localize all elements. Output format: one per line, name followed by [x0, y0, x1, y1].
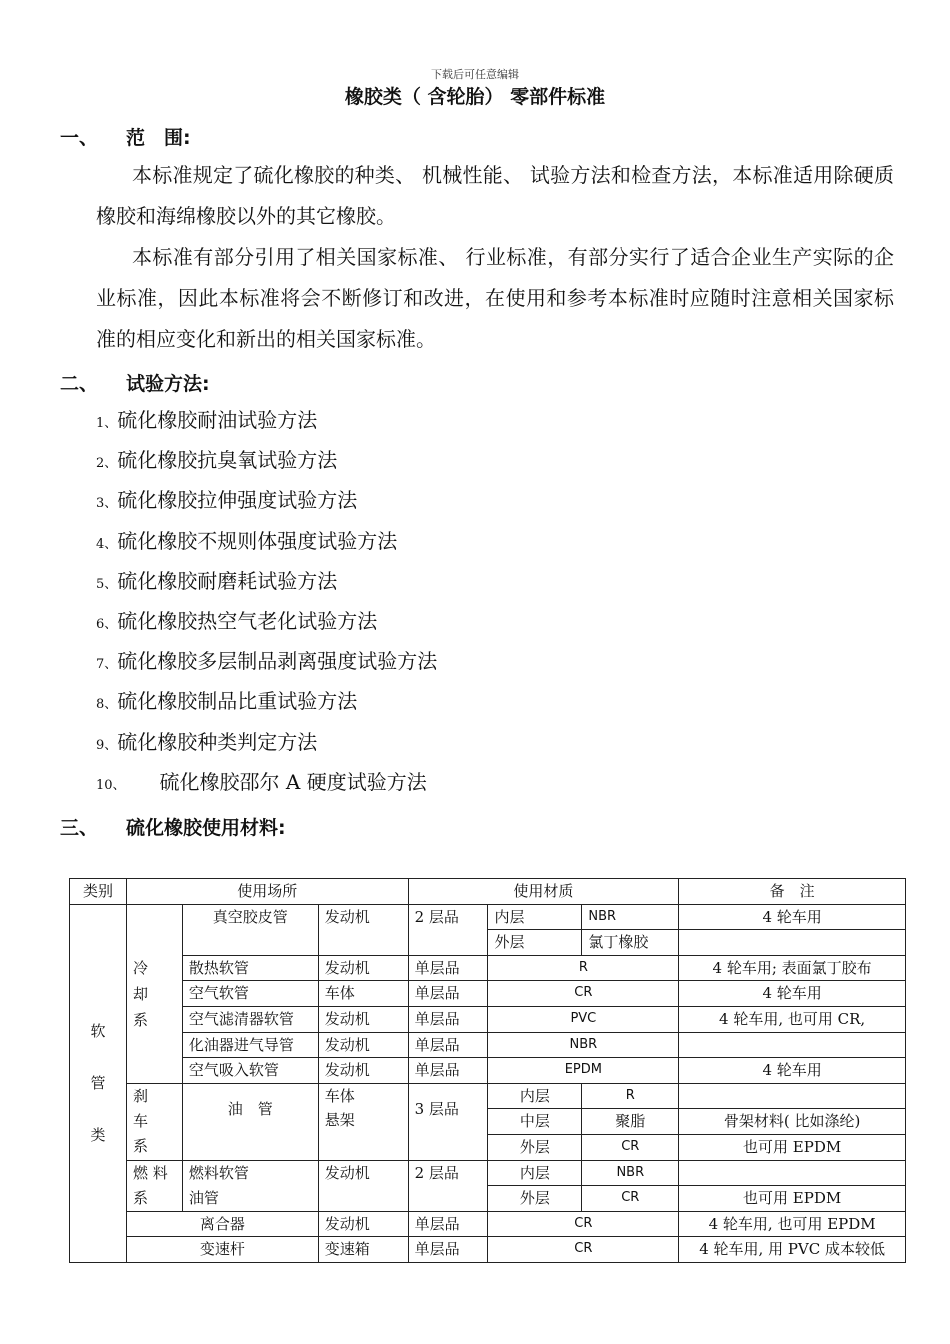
cell-layer: 2 层品 — [408, 1160, 488, 1211]
cell-remark: 4 轮车用 — [679, 981, 906, 1007]
cell-remark — [679, 930, 906, 956]
cell-layer: 单层品 — [408, 1237, 488, 1263]
cell-material: 氯丁橡胶 — [582, 930, 679, 956]
cell-part: 变速杆 — [126, 1237, 318, 1263]
header-usage: 使用场所 — [126, 879, 408, 905]
item-text: 硫化橡胶邵尔 A 硬度试验方法 — [159, 769, 427, 794]
test-method-list — [96, 400, 437, 802]
item-text: 硫化橡胶不规则体强度试验方法 — [117, 528, 398, 553]
cell-location: 发动机 — [318, 1058, 408, 1084]
cell-layer: 单层品 — [408, 955, 488, 981]
section-title: 硫化橡胶使用材料: — [126, 817, 286, 839]
section-number: 三、 — [60, 817, 99, 839]
table-row — [70, 1032, 906, 1058]
cell-part: 空气吸入软管 — [182, 1058, 318, 1084]
cell-location: 变速箱 — [318, 1237, 408, 1263]
scope-text-1: 本标准规定了硫化橡胶的种类、 机械性能、 试验方法和检查方法，本标准适用除硬质橡胶和海绵橡胶以外的其它橡胶。 — [96, 163, 894, 228]
cell-part: 燃料软管 油管 — [182, 1160, 318, 1211]
header-category: 类别 — [70, 879, 127, 905]
table-row — [70, 1237, 906, 1263]
cell-remark: 4 轮车用, 也可用 EPDM — [679, 1211, 906, 1237]
cell-material: PVC — [488, 1006, 679, 1032]
item-text: 硫化橡胶制品比重试验方法 — [117, 689, 358, 714]
item-text: 硫化橡胶拉伸强度试验方法 — [117, 488, 358, 513]
cell-layer: 单层品 — [408, 981, 488, 1007]
item-number: 5、 — [96, 576, 118, 592]
cell-layer-name: 内层 — [488, 1160, 582, 1186]
cell-layer: 单层品 — [408, 1211, 488, 1237]
group-hose: 软 管 类 — [70, 904, 127, 1262]
cell-remark — [679, 1032, 906, 1058]
cell-layer-name: 外层 — [488, 1134, 582, 1160]
header-remark: 备 注 — [679, 879, 906, 905]
item-number: 3、 — [96, 496, 118, 512]
cell-layer: 2 层品 — [408, 904, 488, 955]
table-header-row — [70, 879, 906, 905]
cell-location: 发动机 — [318, 955, 408, 981]
cell-layer-name: 中层 — [488, 1109, 582, 1135]
table-row — [70, 981, 906, 1007]
watermark-text: 下载后可任意编辑 — [431, 68, 519, 81]
subgroup-cooling: 冷 却 系 — [126, 904, 182, 1083]
table-row — [70, 955, 906, 981]
list-item — [96, 440, 437, 480]
cell-part: 离合器 — [126, 1211, 318, 1237]
cell-part: 真空胶皮管 — [182, 904, 318, 955]
table-row — [70, 904, 906, 930]
list-item — [96, 722, 437, 762]
item-number: 7、 — [96, 657, 118, 673]
section-3-heading — [60, 813, 286, 840]
cell-material: CR — [582, 1134, 679, 1160]
cell-material: CR — [488, 1211, 679, 1237]
cell-remark: 4 轮车用 — [679, 904, 906, 930]
cell-part: 油 管 — [182, 1083, 318, 1160]
list-item — [96, 480, 437, 520]
cell-material: NBR — [582, 1160, 679, 1186]
cell-material: R — [488, 955, 679, 981]
cell-location: 发动机 — [318, 1211, 408, 1237]
item-number: 8、 — [96, 697, 118, 713]
list-item — [96, 681, 437, 721]
section-1-heading — [60, 123, 191, 150]
table-row — [70, 1006, 906, 1032]
table-row — [70, 1211, 906, 1237]
table-row — [70, 1160, 906, 1186]
cell-part: 化油器进气导管 — [182, 1032, 318, 1058]
scope-paragraph-2 — [96, 237, 894, 360]
cell-material: R — [582, 1083, 679, 1109]
subgroup-brake: 刹 车 系 — [126, 1083, 182, 1160]
cell-remark — [679, 1160, 906, 1186]
scope-paragraph-1 — [96, 155, 894, 237]
item-number: 4、 — [96, 536, 118, 552]
cell-location: 发动机 — [318, 904, 408, 955]
cell-remark: 4 轮车用 — [679, 1058, 906, 1084]
cell-part: 空气滤清器软管 — [182, 1006, 318, 1032]
section-2-heading — [60, 369, 210, 396]
cell-material: NBR — [582, 904, 679, 930]
item-number: 10、 — [96, 777, 126, 793]
cell-remark: 也可用 EPDM — [679, 1186, 906, 1212]
cell-layer: 3 层品 — [408, 1083, 488, 1160]
cell-layer-name: 内层 — [488, 1083, 582, 1109]
cell-material: EPDM — [488, 1058, 679, 1084]
material-table — [69, 878, 906, 1263]
cell-material: CR — [488, 1237, 679, 1263]
item-text: 硫化橡胶耐油试验方法 — [117, 408, 318, 432]
list-item — [96, 601, 437, 641]
item-number: 9、 — [96, 737, 118, 753]
list-item — [96, 521, 437, 561]
cell-remark: 4 轮车用, 用 PVC 成本较低 — [679, 1237, 906, 1263]
cell-material: CR — [488, 981, 679, 1007]
cell-remark: 也可用 EPDM — [679, 1134, 906, 1160]
item-number: 6、 — [96, 616, 118, 632]
cell-remark — [679, 1083, 906, 1109]
item-text: 硫化橡胶耐磨耗试验方法 — [117, 568, 338, 593]
cell-location: 发动机 — [318, 1006, 408, 1032]
cell-location: 车体 — [318, 981, 408, 1007]
cell-layer: 单层品 — [408, 1006, 488, 1032]
section-title: 范 围: — [126, 127, 191, 149]
cell-part: 散热软管 — [182, 955, 318, 981]
table-row — [70, 1058, 906, 1084]
cell-layer: 单层品 — [408, 1058, 488, 1084]
item-text: 硫化橡胶多层制品剥离强度试验方法 — [117, 649, 438, 674]
header-material: 使用材质 — [408, 879, 679, 905]
scope-text-2: 本标准有部分引用了相关国家标准、 行业标准，有部分实行了适合企业生产实际的企业标准，因此本标准将会不断修订和改进，在使用和参考本标准时应随时注意相关国家标准的相应变化和新出的相关国家标准。 — [96, 245, 894, 351]
section-title: 试验方法: — [126, 373, 210, 395]
cell-material: NBR — [488, 1032, 679, 1058]
document-title: 橡胶类（ 含轮胎） 零部件标准 — [344, 86, 606, 108]
cell-location: 发动机 — [318, 1160, 408, 1211]
item-text: 硫化橡胶热空气老化试验方法 — [117, 608, 378, 633]
cell-location: 车体 悬架 — [318, 1083, 408, 1160]
cell-layer-name: 外层 — [488, 1186, 582, 1212]
section-number: 一、 — [60, 127, 99, 149]
subgroup-fuel: 燃 料 系 — [126, 1160, 182, 1211]
item-text: 硫化橡胶抗臭氧试验方法 — [117, 448, 338, 473]
section-number: 二、 — [60, 373, 99, 395]
item-number: 2、 — [96, 456, 118, 472]
cell-layer-name: 内层 — [488, 904, 582, 930]
list-item — [96, 561, 437, 601]
list-item — [96, 400, 437, 440]
cell-remark: 4 轮车用, 也可用 CR, — [679, 1006, 906, 1032]
cell-remark: 4 轮车用; 表面氯丁胶布 — [679, 955, 906, 981]
item-text: 硫化橡胶种类判定方法 — [117, 729, 318, 754]
cell-remark: 骨架材料( 比如涤纶) — [679, 1109, 906, 1135]
cell-material: 聚脂 — [582, 1109, 679, 1135]
cell-layer-name: 外层 — [488, 930, 582, 956]
list-item — [96, 762, 437, 802]
cell-material: CR — [582, 1186, 679, 1212]
cell-part: 空气软管 — [182, 981, 318, 1007]
cell-layer: 单层品 — [408, 1032, 488, 1058]
list-item — [96, 641, 437, 681]
cell-location: 发动机 — [318, 1032, 408, 1058]
table-row — [70, 1083, 906, 1109]
item-number: 1、 — [96, 416, 118, 431]
